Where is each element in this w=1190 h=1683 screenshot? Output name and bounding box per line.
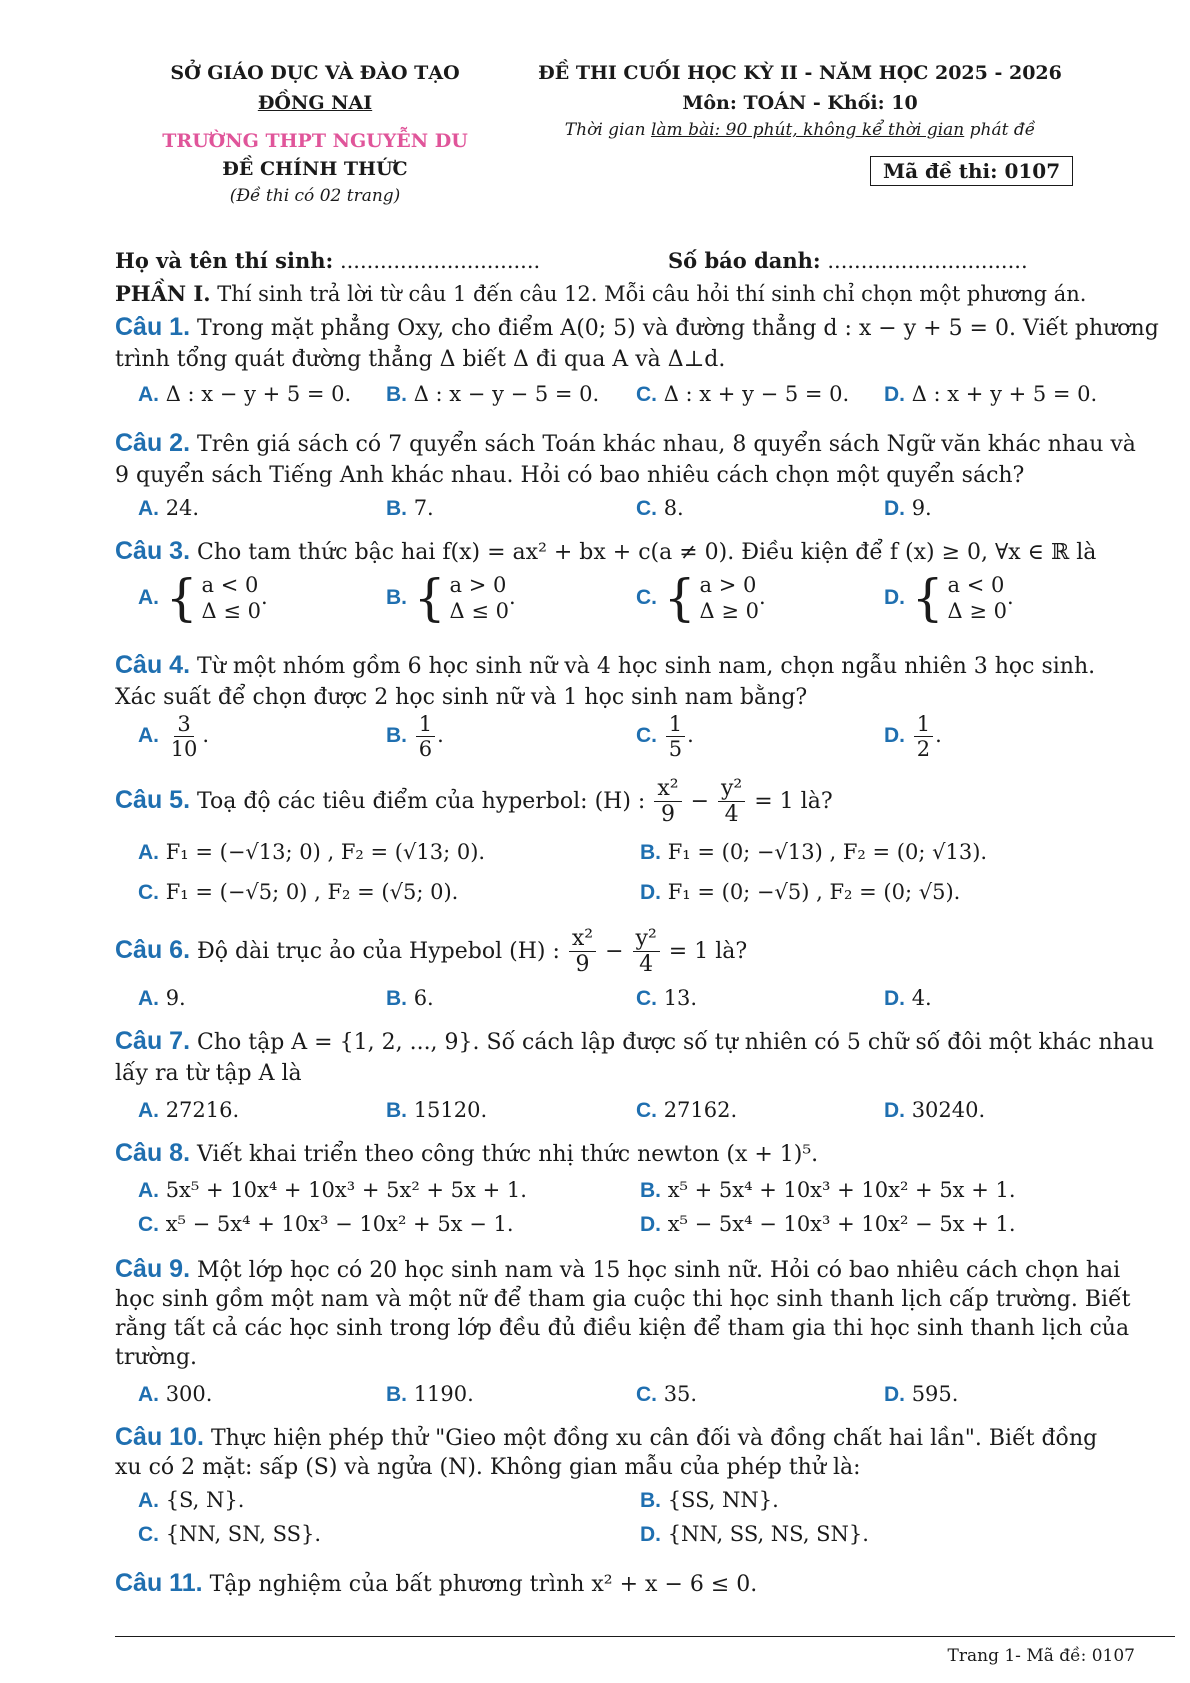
option-letter: D. — [884, 497, 905, 520]
option-text: 35. — [663, 1382, 698, 1406]
question-label: Câu 4. — [115, 651, 191, 679]
page-footer: Trang 1- Mã đề: 0107 — [947, 1646, 1135, 1666]
option-letter: D. — [884, 724, 905, 748]
option-letter: B. — [386, 987, 407, 1010]
option-letter: D. — [640, 1213, 661, 1236]
option-d[interactable] — [640, 880, 960, 905]
fraction — [914, 712, 933, 761]
part1-line — [115, 281, 1086, 306]
question-label: Câu 10. — [115, 1423, 204, 1451]
name-label: Họ và tên thí sinh: — [115, 248, 334, 273]
option-letter: C. — [138, 881, 159, 904]
condition-row: Δ ≥ 0 — [947, 599, 1007, 624]
denominator: 4 — [724, 802, 739, 828]
subject-line: Môn: TOÁN - Khối: 10 — [682, 92, 918, 114]
question-text-line: Tập nghiệm của bất phương trình x² + x − 6 ≤ 0. — [209, 1572, 758, 1597]
option-letter: D. — [884, 1099, 905, 1122]
question-text-line: Trên giá sách có 7 quyển sách Toán khác nhau, 8 quyển sách Ngữ văn khác nhau và — [197, 432, 1136, 457]
option-letter: B. — [386, 1099, 407, 1122]
question-4-line2: Xác suất để chọn được 2 học sinh nữ và 1 học sinh nam bằng? — [115, 685, 808, 710]
question-text-line: Toạ độ các tiêu điểm của hyperbol: (H) : — [197, 788, 646, 814]
numerator: 1 — [416, 712, 435, 737]
option-text: Δ : x − y + 5 = 0. — [165, 382, 352, 406]
id-dots: .............................. — [827, 249, 1028, 273]
fraction-y2-4 — [718, 776, 745, 828]
id-label: Số báo danh: — [668, 248, 821, 273]
fraction — [416, 712, 435, 761]
question-text-line: Viết khai triển theo công thức nhị thức newton (x + 1)⁵. — [197, 1142, 819, 1167]
official-label: ĐỀ CHÍNH THỨC — [222, 158, 408, 180]
option-c[interactable] — [138, 880, 458, 905]
denominator: 2 — [916, 737, 931, 762]
question-label: Câu 7. — [115, 1027, 191, 1055]
question-text-line: Thực hiện phép thử "Gieo một đồng xu cân đối và đồng chất hai lần". Biết đồng — [210, 1426, 1098, 1451]
condition-row: Δ ≥ 0 — [699, 599, 759, 624]
option-c[interactable] — [636, 496, 684, 521]
numerator: x² — [654, 776, 681, 802]
option-letter: B. — [386, 497, 407, 520]
option-letter: A. — [138, 383, 159, 406]
question-9-line4: trường. — [115, 1345, 198, 1370]
question-7-line2: lấy ra từ tập A là — [115, 1061, 302, 1086]
option-b[interactable] — [640, 1488, 779, 1513]
question-2-line2: 9 quyển sách Tiếng Anh khác nhau. Hỏi có bao nhiêu cách chọn một quyển sách? — [115, 463, 1025, 488]
option-c[interactable] — [636, 382, 849, 407]
denominator: 10 — [170, 737, 198, 762]
condition-row: a < 0 — [947, 573, 1005, 597]
question-3 — [115, 536, 1175, 568]
time-pre: Thời gian — [564, 120, 651, 140]
option-b[interactable] — [386, 986, 434, 1011]
option-text: 24. — [165, 496, 200, 520]
option-a[interactable]: A. $\frac{3}{10}$ . — [138, 712, 210, 762]
option-letter: C. — [636, 1383, 657, 1406]
option-d[interactable] — [884, 496, 932, 521]
option-letter: D. — [884, 1383, 905, 1406]
option-text: 27162. — [663, 1098, 738, 1122]
question-10-line2: xu có 2 mặt: sấp (S) và ngửa (N). Không gian mẫu của phép thử là: — [115, 1455, 861, 1480]
option-text: Δ : x − y − 5 = 0. — [413, 382, 600, 406]
option-letter: B. — [640, 1489, 661, 1512]
denominator: 4 — [639, 952, 654, 978]
option-b[interactable] — [386, 496, 434, 521]
option-letter: D. — [640, 1523, 661, 1546]
numerator: 1 — [914, 712, 933, 737]
question-label: Câu 6. — [115, 935, 191, 964]
department-name: SỞ GIÁO DỤC VÀ ĐÀO TẠO — [170, 62, 460, 84]
option-text: F₁ = (0; −√13) , F₂ = (0; √13). — [667, 840, 988, 864]
option-c[interactable] — [636, 986, 697, 1011]
option-c[interactable] — [138, 1212, 514, 1237]
time-post: phát đề — [964, 120, 1036, 140]
fraction-y2-4 — [633, 926, 660, 978]
question-1-line2: trình tổng quát đường thẳng Δ biết Δ đi qua A và Δ⊥d. — [115, 347, 726, 372]
option-text: 1190. — [413, 1382, 474, 1406]
system-brace: { a > 0 Δ ≥ 0 — [663, 569, 759, 628]
option-letter: A. — [138, 1489, 159, 1512]
option-letter: C. — [636, 724, 657, 748]
pages-note: (Đề thi có 02 trang) — [229, 186, 401, 206]
question-label: Câu 9. — [115, 1255, 191, 1283]
option-text: 9. — [165, 986, 186, 1010]
numerator: 3 — [174, 712, 193, 737]
option-text: {NN, SN, SS}. — [165, 1522, 322, 1546]
option-letter: A. — [138, 724, 159, 748]
option-text: {NN, SS, NS, SN}. — [667, 1522, 869, 1546]
question-text-line: Một lớp học có 20 học sinh nam và 15 học sinh nữ. Hỏi có bao nhiêu cách chọn hai — [197, 1258, 1121, 1283]
option-b[interactable]: B. { a > 0 Δ ≤ 0 . — [386, 569, 516, 628]
school-name: TRƯỜNG THPT NGUYỄN DU — [162, 130, 468, 152]
question-9-line3: rằng tất cả các học sinh trong lớp đều đủ điều kiện để tham gia thi học sinh thanh lịch của — [115, 1316, 1130, 1341]
option-letter: C. — [636, 585, 657, 609]
option-d[interactable]: D. $\frac{1}{2}$ . — [884, 712, 942, 762]
name-dots: .............................. — [339, 249, 541, 273]
option-text: 6. — [413, 986, 434, 1010]
option-letter: B. — [640, 841, 661, 864]
question-label: Câu 3. — [115, 537, 191, 565]
part1-text: Thí sinh trả lời từ câu 1 đến câu 12. Mỗi câu hỏi thí sinh chỉ chọn một phương án. — [210, 282, 1087, 306]
exam-title: ĐỀ THI CUỐI HỌC KỲ II - NĂM HỌC 2025 - 2026 — [538, 62, 1062, 84]
option-a[interactable] — [138, 382, 351, 407]
option-letter: B. — [386, 724, 407, 748]
denominator: 9 — [660, 802, 675, 828]
option-text: Δ : x + y + 5 = 0. — [911, 382, 1098, 406]
option-text: x⁵ − 5x⁴ + 10x³ − 10x² + 5x − 1. — [165, 1212, 514, 1236]
option-a[interactable] — [138, 1098, 239, 1123]
option-letter: A. — [138, 1179, 159, 1202]
option-letter: B. — [386, 585, 407, 609]
option-text: 8. — [663, 496, 684, 520]
option-a[interactable] — [138, 840, 485, 865]
option-text: Δ : x + y − 5 = 0. — [663, 382, 850, 406]
fraction — [666, 712, 685, 761]
option-letter: A. — [138, 1383, 159, 1406]
condition-row: Δ ≤ 0 — [201, 599, 261, 624]
option-a[interactable]: A. { a < 0 Δ ≤ 0 . — [138, 569, 268, 628]
question-label: Câu 5. — [115, 785, 191, 814]
option-c[interactable] — [138, 1522, 321, 1547]
option-text: 4. — [911, 986, 932, 1010]
exam-code-box: Mã đề thi: 0107 — [870, 156, 1073, 186]
denominator: 6 — [418, 737, 433, 762]
candidate-line — [115, 248, 540, 273]
option-a[interactable] — [138, 1178, 527, 1203]
option-letter: C. — [636, 383, 657, 406]
option-text: 5x⁵ + 10x⁴ + 10x³ + 5x² + 5x + 1. — [165, 1178, 527, 1202]
question-4 — [115, 650, 1175, 682]
question-10 — [115, 1422, 1175, 1454]
denominator: 9 — [575, 952, 590, 978]
option-letter: C. — [138, 1523, 159, 1546]
time-line — [510, 120, 1090, 140]
option-letter: D. — [884, 987, 905, 1010]
question-2 — [115, 428, 1175, 460]
option-b[interactable] — [386, 1382, 474, 1407]
option-letter: D. — [884, 585, 905, 609]
option-letter: B. — [640, 1179, 661, 1202]
fraction — [168, 712, 201, 761]
option-letter: C. — [636, 1099, 657, 1122]
numerator: y² — [633, 926, 660, 952]
option-text: 27216. — [165, 1098, 240, 1122]
footer-rule — [115, 1636, 1175, 1637]
option-b[interactable] — [640, 1178, 1016, 1203]
fraction-x2-9 — [569, 926, 596, 978]
option-d[interactable] — [884, 1382, 958, 1407]
option-b[interactable]: B. $\frac{1}{6}$ . — [386, 712, 444, 762]
question-label: Câu 1. — [115, 313, 191, 341]
option-d[interactable] — [640, 1212, 1016, 1237]
condition-row: a > 0 — [699, 573, 757, 597]
system-brace: { a < 0 Δ ≤ 0 — [165, 569, 261, 628]
question-7 — [115, 1026, 1175, 1058]
option-text: x⁵ + 5x⁴ + 10x³ + 10x² + 5x + 1. — [667, 1178, 1016, 1202]
condition-row: a < 0 — [201, 573, 259, 597]
condition-row: a > 0 — [449, 573, 507, 597]
option-a[interactable] — [138, 1488, 244, 1513]
question-1 — [115, 312, 1175, 344]
option-a[interactable] — [138, 986, 186, 1011]
option-text: x⁵ − 5x⁴ − 10x³ + 10x² − 5x + 1. — [667, 1212, 1016, 1236]
province-wrap — [125, 92, 505, 114]
option-text: 7. — [413, 496, 434, 520]
option-text: 9. — [911, 496, 932, 520]
question-9 — [115, 1254, 1175, 1286]
option-letter: B. — [386, 1383, 407, 1406]
denominator: 5 — [668, 737, 683, 762]
option-b[interactable] — [640, 840, 987, 865]
option-letter: A. — [138, 585, 159, 609]
option-text: 30240. — [911, 1098, 986, 1122]
condition-row: Δ ≤ 0 — [449, 599, 509, 624]
question-text-line: Cho tam thức bậc hai f(x) = ax² + bx + c(a ≠ 0). Điều kiện để f (x) ≥ 0, ∀x ∈ ℝ là — [197, 540, 1097, 565]
option-letter: D. — [884, 383, 905, 406]
time-underlined: làm bài: 90 phút, không kể thời gian — [650, 120, 965, 140]
option-letter: A. — [138, 841, 159, 864]
question-label: Câu 11. — [115, 1569, 203, 1597]
province-name: ĐỒNG NAI — [257, 92, 373, 114]
system-brace: { a > 0 Δ ≤ 0 — [413, 569, 509, 628]
option-letter: C. — [636, 497, 657, 520]
option-text: 15120. — [413, 1098, 488, 1122]
option-c[interactable] — [636, 1382, 697, 1407]
option-a[interactable] — [138, 1382, 212, 1407]
option-text: 595. — [911, 1382, 959, 1406]
question-text-line: Cho tập A = {1, 2, ..., 9}. Số cách lập được số tự nhiên có 5 chữ số đôi một khác nhau — [197, 1030, 1155, 1055]
part1-label: PHẦN I. — [115, 281, 211, 306]
option-letter: B. — [386, 383, 407, 406]
question-text-line: Trong mặt phẳng Oxy, cho điểm A(0; 5) và đường thẳng d : x − y + 5 = 0. Viết phương — [197, 316, 1159, 341]
option-c[interactable]: C. { a > 0 Δ ≥ 0 . — [636, 569, 766, 628]
question-11 — [115, 1568, 1175, 1600]
system-brace: { a < 0 Δ ≥ 0 — [911, 569, 1007, 628]
option-b[interactable] — [386, 382, 599, 407]
question-text-end: = 1 là? — [754, 788, 833, 814]
option-letter: C. — [138, 1213, 159, 1236]
question-text-end: = 1 là? — [668, 938, 748, 964]
option-a[interactable] — [138, 496, 199, 521]
option-d[interactable] — [884, 1098, 985, 1123]
question-label: Câu 2. — [115, 429, 191, 457]
option-c[interactable]: C. $\frac{1}{5}$ . — [636, 712, 694, 762]
question-text-line: Từ một nhóm gồm 6 học sinh nữ và 4 học sinh nam, chọn ngẫu nhiên 3 học sinh. — [197, 654, 1096, 679]
question-5: Câu 5. Toạ độ các tiêu điểm của hyperbol: (H) : $\frac{\text{x²}}{9}$ − $\frac{\text{y²}}{4}$ = 1 là? — [115, 776, 833, 828]
option-d[interactable] — [640, 1522, 869, 1547]
question-8 — [115, 1138, 1175, 1170]
option-letter: A. — [138, 497, 159, 520]
option-letter: C. — [636, 987, 657, 1010]
option-text: {SS, NN}. — [667, 1488, 779, 1512]
option-text: F₁ = (−√13; 0) , F₂ = (√13; 0). — [165, 840, 486, 864]
candidate-id-line — [668, 248, 1028, 273]
option-b[interactable] — [386, 1098, 487, 1123]
option-c[interactable] — [636, 1098, 737, 1123]
option-letter: A. — [138, 987, 159, 1010]
numerator: 1 — [666, 712, 685, 737]
option-letter: A. — [138, 1099, 159, 1122]
option-text: F₁ = (−√5; 0) , F₂ = (√5; 0). — [165, 880, 459, 904]
question-text-line: Độ dài trục ảo của Hypebol (H) : — [197, 938, 560, 964]
option-text: {S, N}. — [165, 1488, 245, 1512]
option-text: 13. — [663, 986, 698, 1010]
option-text: F₁ = (0; −√5) , F₂ = (0; √5). — [667, 880, 961, 904]
question-label: Câu 8. — [115, 1139, 191, 1167]
question-6: Câu 6. Độ dài trục ảo của Hypebol (H) : $\frac{\text{x²}}{9}$ − $\frac{\text{y²}}{4}$ = 1 là? — [115, 926, 748, 978]
numerator: y² — [718, 776, 745, 802]
option-d[interactable] — [884, 382, 1097, 407]
option-d[interactable] — [884, 986, 932, 1011]
option-text: 300. — [165, 1382, 213, 1406]
fraction-x2-9 — [654, 776, 681, 828]
option-letter: D. — [640, 881, 661, 904]
numerator: x² — [569, 926, 596, 952]
question-9-line2: học sinh gồm một nam và một nữ để tham gia cuộc thi học sinh thanh lịch cấp trường. Biết — [115, 1287, 1131, 1312]
option-d[interactable]: D. { a < 0 Δ ≥ 0 . — [884, 569, 1014, 628]
